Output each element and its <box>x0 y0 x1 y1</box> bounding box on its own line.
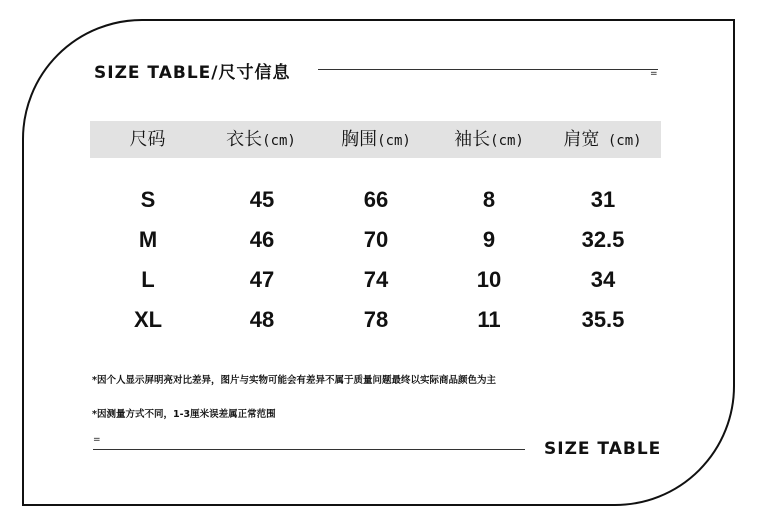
page-title: SIZE TABLE/尺寸信息 <box>94 63 291 83</box>
header-label: 肩宽 <box>563 129 600 150</box>
table-cell-length: 46 <box>249 227 275 252</box>
table-cell-sleeve: 9 <box>482 227 496 252</box>
header-label: 袖长 <box>454 129 491 150</box>
header-unit: (cm) <box>599 133 642 149</box>
table-cell-size: XL <box>133 307 163 332</box>
footer-divider <box>93 449 525 450</box>
table-cell-sleeve: 8 <box>482 187 496 212</box>
page-frame <box>22 19 735 506</box>
table-cell-sleeve: 11 <box>477 307 501 332</box>
table-cell-size: M <box>138 227 158 252</box>
table-cell-shoulder: 31 <box>590 187 616 212</box>
table-cell-chest: 70 <box>363 227 389 252</box>
table-cell-shoulder: 32.5 <box>581 227 625 252</box>
title-mark: = <box>650 69 658 79</box>
note-measurement-tolerance: *因测量方式不同，1-3厘米误差属正常范围 <box>92 409 276 420</box>
header-sleeve <box>433 121 545 158</box>
table-cell-chest: 74 <box>363 267 389 292</box>
table-cell-chest: 78 <box>363 307 389 332</box>
table-cell-length: 47 <box>249 267 275 292</box>
header-unit: (cm) <box>262 133 296 149</box>
header-label: 尺码 <box>129 129 166 150</box>
table-cell-sleeve: 10 <box>476 267 502 292</box>
footer-mark: = <box>93 435 101 445</box>
header-chest <box>320 121 432 158</box>
table-cell-shoulder: 34 <box>590 267 616 292</box>
header-unit: (cm) <box>377 133 411 149</box>
table-cell-chest: 66 <box>363 187 389 212</box>
title-divider <box>318 69 658 70</box>
footer-label: SIZE TABLE <box>544 439 662 459</box>
header-label: 衣长 <box>226 129 263 150</box>
header-length <box>205 121 317 158</box>
header-shoulder <box>545 121 660 158</box>
note-display-difference: *因个人显示屏明亮对比差异，图片与实物可能会有差异不属于质量问题最终以实际商品颜色为主 <box>92 375 496 386</box>
table-cell-length: 48 <box>249 307 275 332</box>
table-cell-length: 45 <box>249 187 275 212</box>
header-unit: (cm) <box>490 133 524 149</box>
table-cell-shoulder: 35.5 <box>581 307 625 332</box>
header-size <box>110 121 185 158</box>
table-cell-size: S <box>140 187 156 212</box>
header-label: 胸围 <box>341 129 378 150</box>
table-cell-size: L <box>141 267 155 292</box>
